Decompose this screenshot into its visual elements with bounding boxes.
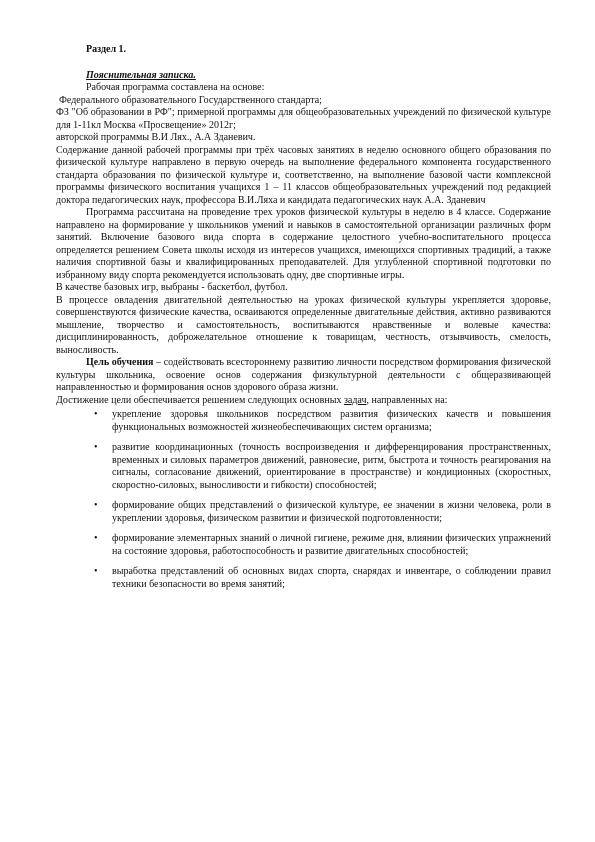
task-item: • формирование общих представлений о физической культуре, ее значении в жизни человека, роли в укреплении здоровья, физическом развитии и физической подготовленности; xyxy=(112,500,551,525)
goal-text: – содействовать всестороннему развитию личности посредством формирования физической культуры школьника, освоение основ содержания физкультурной деятельности с общеразвивающей направленностью и формирования основ здорового образа жизни. xyxy=(56,357,551,393)
intro-line-4: авторской программы В.И Лях., А.А Зданевич. xyxy=(56,132,256,143)
program-paragraph: Программа рассчитана на проведение трех уроков физической культуры в неделю в 4 классе. Содержание направлено на формирование у школьников умений и навыков в самостоятельной организации различных форм занятий. Включение базового вида спорта в содержание целостного учебно-воспитательного процесса определяется решением Совета школы исходя из интересов учащихся, имеющихся спортивных традиций, а также наличия спортивной базы и квалифицированных преподавателей. Для углубленной спортивной подготовки по избранному виду спорта рекомендуется использовать одну, две спортивные игры. xyxy=(56,207,551,281)
intro-line-3: ФЗ "Об образовании в РФ"; примерной программы для общеобразовательных учреждений по физической культуре для 1-11кл Москва «Просвещение» 2012г; xyxy=(56,107,551,131)
base-games-paragraph: В качестве базовых игр, выбраны - баскетбол, футбол. xyxy=(56,282,288,293)
process-paragraph: В процессе овладения двигательной деятельностью на уроках физической культуры укрепляется здоровье, совершенствуются физические качества, осваиваются определенные двигательные действия, активно развиваются мышление, творчество и самостоятельность, воспитываются нравственные и волевые качества: дисциплинированность, доброжелательное отношение к товарищам, честность, отзывчивость, смелость, выносливость. xyxy=(56,294,551,356)
intro-line-2: Федерального образовательного Государственного стандарта; xyxy=(59,94,322,106)
goal-label: Цель обучения xyxy=(86,357,154,368)
document-page xyxy=(56,44,551,599)
task-item: • выработка представлений об основных видах спорта, снарядах и инвентаре, о соблюдении правил техники безопасности во время занятий; xyxy=(112,566,551,591)
goal-paragraph xyxy=(56,357,551,395)
task-item: • укрепление здоровья школьников посредством развития физических качеств и повышения функциональных возможностей жизнеобеспечивающих систем организма; xyxy=(112,409,551,434)
task-item: • формирование элементарных знаний о личной гигиене, режиме дня, влиянии физических упражнений на состояние здоровья, работоспособность и развитие двигательных способностей; xyxy=(112,533,551,558)
tasks-list xyxy=(56,409,551,591)
intro-line-1: Рабочая программа составлена на основе: xyxy=(86,82,265,93)
task-item: • развитие координационных (точность воспроизведения и дифференцирования пространственных, временных и силовых параметров движений, равновесие, ритм, быстрота и точность реагирования на сигналы, согласование движений, ориентирование в пространстве) и кондиционных (скоростных, скоростно-силовых, выносливости и гибкости) способностей; xyxy=(112,442,551,492)
content-paragraph: Содержание данной рабочей программы при трёх часовых занятиях в неделю основного общего образования по физической культуре направлено в первую очередь на выполнение федерального компонента государственного стандарта образования по физической культуре и, соответственно, на выполнение базовой части комплексной программы физического воспитания учащихся 1 – 11 классов общеобразовательных учреждений под редакцией доктора педагогических наук, профессора В.И.Ляха и кандидата педагогических наук А.А. Зданевич xyxy=(56,144,551,206)
tasks-intro-after: , направленных на: xyxy=(366,394,448,406)
section-title: Раздел 1. xyxy=(86,44,127,55)
tasks-word: задач xyxy=(343,394,367,406)
tasks-intro xyxy=(56,395,551,408)
tasks-intro-before: Достижение цели обеспечивается решением следующих основных xyxy=(56,394,344,406)
note-title: Пояснительная записка. xyxy=(86,69,196,81)
